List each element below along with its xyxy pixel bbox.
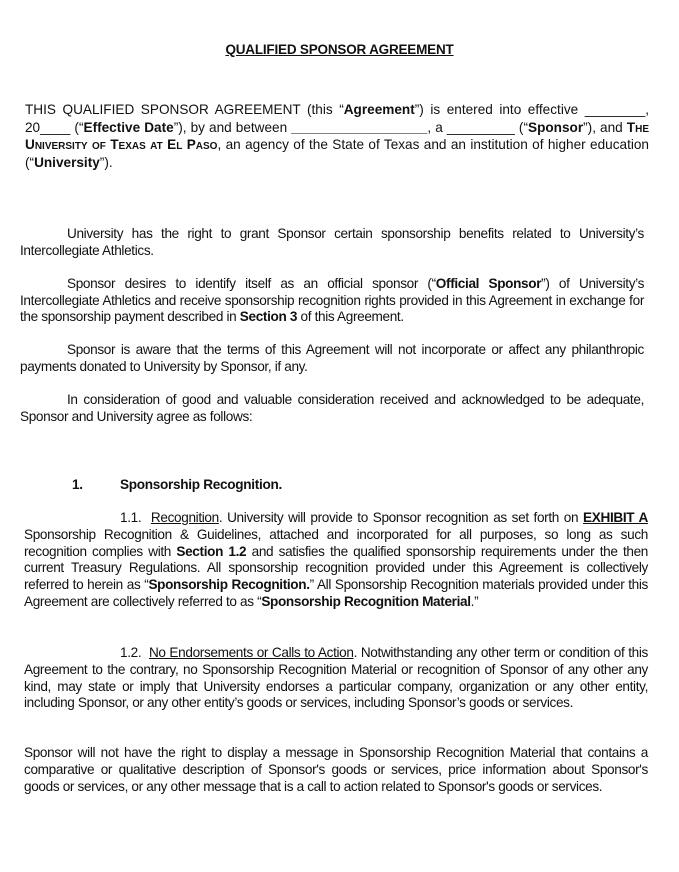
university-name: The University of Texas at El Paso — [25, 119, 649, 152]
section-reference: Section 3 — [239, 309, 298, 324]
recital-text: of this Agreement. — [297, 309, 404, 324]
intro-text: , an agency of the State of Texas and an institution of higher education (“ — [25, 137, 649, 170]
subsection-text: Sponsorship Recognition & Guidelines, attached and incorporated for all purposes, so long as such recognition complies with — [24, 526, 648, 559]
defined-term-agreement: Agreement — [343, 102, 415, 117]
defined-term-university: University — [34, 154, 100, 170]
section-1-2-continued: Sponsor will not have the right to display a message in Sponsorship Recognition Material that contains a comparative or qualitative description of Sponsor's goods or services, price information about Sponsor's goods or services, or any other message that is a call to action related to Sponsor's goods or services. — [24, 745, 648, 794]
intro-text: THIS QUALIFIED SPONSOR AGREEMENT (this “ — [25, 102, 344, 117]
subsection-number: 1.2. — [120, 645, 142, 660]
defined-term-sponsorship-recognition: Sponsorship Recognition. — [148, 577, 310, 593]
defined-term-official-sponsor: Official Sponsor — [435, 276, 542, 291]
intro-text: ”), by and between — [173, 119, 292, 135]
intro-text: , a _________ (“ — [427, 119, 528, 135]
section-1-2 — [24, 645, 648, 712]
section-title: Sponsorship Recognition. — [120, 477, 282, 492]
subsection-text: . Notwithstanding any other term or condition of this Agreement to the contrary, no Sponsorship Recognition Material or recognition of Sponsor of any other any kind, may state or imply that University endorses a particular company, organization or any other entity, including Sponsor, or any other entity’s goods or services, including Sponsor’s goods or services. — [24, 645, 648, 711]
subsection-text: and satisfies the qualified sponsorship requirements under the then current Treasury Regulations. All sponsorship recognition provided under this Agreement is collectively referred to herein as “ — [24, 543, 648, 593]
intro-text: ”), and — [583, 119, 627, 135]
subsection-title: No Endorsements or Calls to Action — [148, 645, 354, 660]
recital-1: University has the right to grant Sponsor certain sponsorship benefits related to University’s Intercollegiate Athletics. — [20, 226, 644, 258]
intro-text: ”). — [99, 154, 113, 170]
sponsor-name-blank: __________________ — [291, 119, 428, 135]
subsection-text: ” All Sponsorship Recognition materials provided under this Agreement are collectively referred to as “ — [24, 577, 648, 609]
intro-text: ”) is entered into effective ________, 20____ (“ — [25, 102, 649, 135]
subsection-title: Recognition — [150, 510, 219, 525]
defined-term-recognition-material: Sponsorship Recognition Material — [261, 593, 471, 609]
exhibit-reference: EXHIBIT A — [583, 510, 648, 525]
recital-text: ”) of University’s Intercollegiate Athletics and receive sponsorship recognition rights provided in this Agreement in exchange for the sponsorship payment described in — [20, 276, 645, 324]
recital-4: In consideration of good and valuable consideration received and acknowledged to be adequate, Sponsor and University agree as follows: — [20, 392, 644, 424]
recital-text: Sponsor desires to identify itself as an official sponsor (“ — [67, 276, 436, 291]
section-reference: Section 1.2 — [176, 543, 247, 559]
subsection-text: .” — [470, 593, 479, 609]
subsection-text: . University will provide to Sponsor recognition as set forth on — [218, 510, 584, 525]
section-1-heading — [72, 477, 282, 492]
intro-paragraph — [25, 101, 649, 171]
recital-2 — [20, 276, 644, 326]
recital-3: Sponsor is aware that the terms of this Agreement will not incorporate or affect any philanthropic payments donated to University by Sponsor, if any. — [20, 342, 644, 374]
defined-term-sponsor: Sponsor — [528, 119, 584, 135]
document-title: QUALIFIED SPONSOR AGREEMENT — [225, 42, 454, 57]
subsection-number: 1.1. — [120, 510, 142, 525]
section-1-1 — [24, 510, 648, 611]
defined-term-effective-date: Effective Date — [83, 119, 174, 135]
section-number: 1. — [72, 477, 83, 492]
